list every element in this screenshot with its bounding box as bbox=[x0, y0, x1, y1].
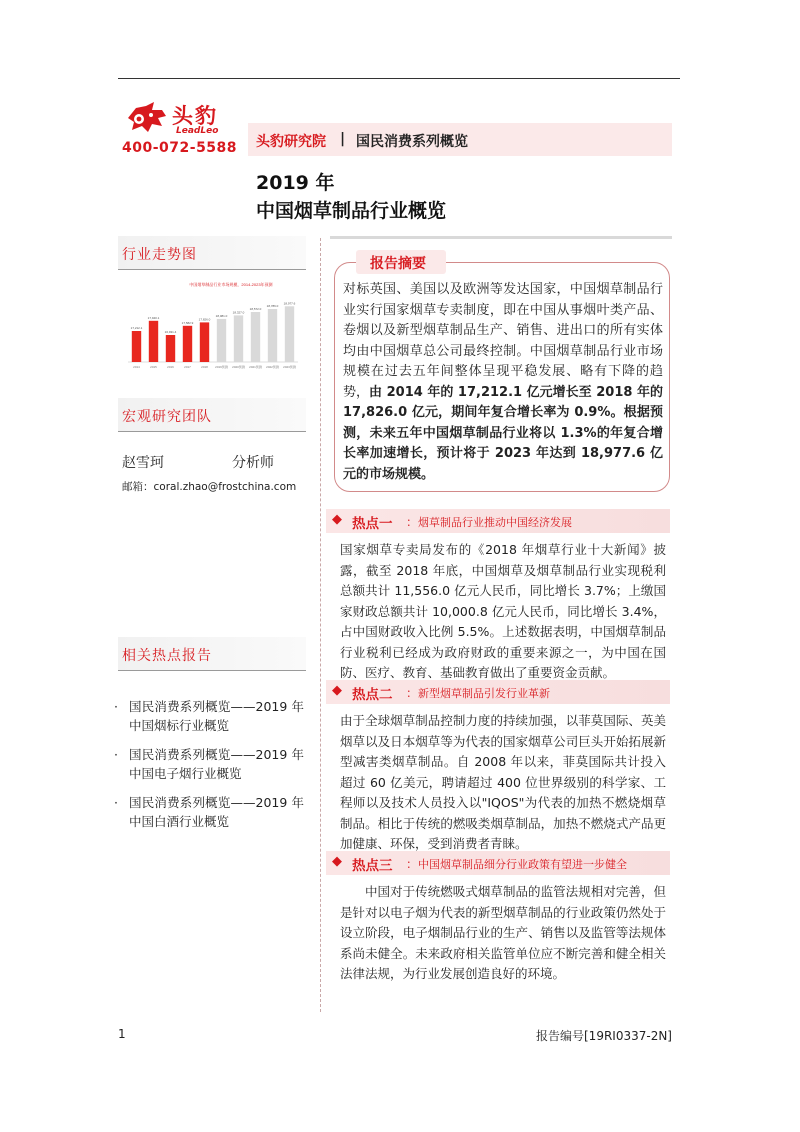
chart-bar bbox=[132, 331, 141, 362]
hotspot-3-subtitle: 中国烟草制品细分行业政策有望进一步健全 bbox=[418, 858, 627, 871]
chart-value-label: 18,977.6 bbox=[283, 301, 296, 306]
report-code: 报告编号[19RI0337-2N] bbox=[536, 1029, 672, 1043]
chart-category-label: 2017 bbox=[184, 365, 191, 369]
report-title: 中国烟草制品行业概览 bbox=[256, 200, 447, 222]
analyst-email[interactable]: 邮箱：coral.zhao@frostchina.com bbox=[122, 481, 297, 493]
hotspot-1-colon: ： bbox=[406, 515, 419, 529]
team-heading: 宏观研究团队 bbox=[122, 409, 212, 425]
diamond-bullet-icon: ◆ bbox=[332, 854, 342, 869]
header-separator: | bbox=[340, 131, 346, 147]
chart-category-label: 2014 bbox=[133, 365, 140, 369]
chart-bar bbox=[217, 319, 226, 362]
related-heading-bar bbox=[118, 637, 306, 671]
hotspot-1-text: 国家烟草专卖局发布的《2018 年烟草行业十大新闻》披露，截至 2018 年底，中国烟草及烟草制品行业实现税利总额共计 11,556.0 亿元人民币，同比增长 3.7%；上缴国家财政总额共计 10,000.8 亿元人民币，同比增长 3.4%，占中国财政收入比例 5.5%。上述数据表明，中国烟草制品行业税利已经成为政府财政的重要来源之一，为中国在国防、医疗、教育、基础教育做出了重要资金贡献。 bbox=[340, 542, 666, 680]
analyst-role: 分析师 bbox=[232, 455, 274, 471]
chart-value-label: 18,081.0 bbox=[215, 313, 228, 318]
series-name: 国民消费系列概览 bbox=[356, 134, 468, 150]
hotspot-2-subtitle: 新型烟草制品引发行业革新 bbox=[418, 687, 550, 700]
chart-value-label: 18,327.0 bbox=[232, 310, 245, 315]
phone-number: 400-072-5588 bbox=[122, 140, 238, 156]
report-year: 2019 年 bbox=[256, 172, 335, 194]
related-report-item[interactable] bbox=[114, 697, 304, 735]
bullet-icon: · bbox=[114, 795, 118, 810]
diamond-bullet-icon: ◆ bbox=[332, 683, 342, 698]
chart-bar bbox=[268, 309, 277, 362]
leadleo-logo bbox=[122, 100, 242, 140]
chart-value-label: 18,572.0 bbox=[249, 307, 262, 311]
chart-value-label: 16,931.4 bbox=[164, 330, 177, 334]
industry-trend-chart bbox=[118, 278, 304, 374]
logo-chinese-text: 头豹 bbox=[172, 104, 218, 128]
related-report-item[interactable] bbox=[114, 745, 304, 783]
chart-category-label: 2018 bbox=[201, 365, 208, 369]
chart-title: 中国烟草制品行业市场规模，2014-2023年预测 bbox=[189, 282, 273, 287]
chart-value-label: 17,940.1 bbox=[147, 315, 160, 320]
summary-text bbox=[343, 280, 663, 485]
chart-bar bbox=[200, 322, 209, 362]
summary-text-bold: 由 2014 年的 17,212.1 亿元增长至 2018 年的 17,826.0 亿元，期间年复合增长率为 0.9%。根据预测，未来五年中国烟草制品行业将以 1.3%的年复合增长率加速增长，预计将于 2023 年达到 18,977.6 亿元的市场规模。 bbox=[343, 384, 663, 482]
chart-category-label: 2019预测 bbox=[215, 365, 228, 369]
chart-category-label: 2021预测 bbox=[249, 365, 262, 369]
hotspot-2-colon: ： bbox=[406, 686, 419, 700]
chart-value-label: 17,582.9 bbox=[181, 320, 194, 325]
hotspot-3-header bbox=[326, 851, 670, 875]
bullet-icon: · bbox=[114, 747, 118, 762]
series-header-band bbox=[248, 123, 672, 156]
related-reports-list bbox=[114, 697, 304, 841]
top-rule bbox=[118, 78, 680, 79]
hotspot-1-label: 热点一 bbox=[352, 516, 393, 532]
trend-heading-bar bbox=[118, 236, 306, 270]
column-divider bbox=[320, 238, 321, 1012]
chart-category-label: 2016 bbox=[167, 365, 174, 369]
summary-text-normal: 对标英国、美国以及欧洲等发达国家，中国烟草制品行业实行国家烟草专卖制度，即在中国从事烟叶类产品、卷烟以及新型烟草制品生产、销售、进出口的所有实体均由中国烟草总公司最终控制。中国烟草制品行业市场规模在过去五年间整体呈现平稳发展、略有下降的趋势， bbox=[343, 282, 663, 400]
chart-bars bbox=[132, 306, 294, 362]
hotspot-3-label: 热点三 bbox=[352, 858, 393, 874]
team-heading-bar bbox=[118, 398, 306, 432]
chart-category-label: 2020预测 bbox=[232, 365, 245, 369]
related-report-item[interactable] bbox=[114, 793, 304, 831]
leopard-logo-icon bbox=[122, 100, 168, 136]
chart-bar bbox=[183, 326, 192, 362]
main-column-rule bbox=[330, 236, 672, 239]
chart-bar bbox=[234, 315, 243, 362]
hotspot-1-header bbox=[326, 509, 670, 533]
chart-bar bbox=[285, 306, 294, 362]
chart-bar bbox=[149, 321, 158, 362]
org-name: 头豹研究院 bbox=[256, 134, 326, 150]
logo-english-text: LeadLeo bbox=[176, 126, 219, 136]
hotspot-2-header bbox=[326, 680, 670, 704]
related-report-title: 国民消费系列概览——2019 年中国电子烟行业概览 bbox=[129, 747, 304, 781]
chart-category-label: 2022预测 bbox=[266, 365, 279, 369]
related-report-title: 国民消费系列概览——2019 年中国白酒行业概览 bbox=[129, 795, 304, 829]
chart-value-label: 17,826.0 bbox=[198, 317, 211, 322]
analyst-name: 赵雪珂 bbox=[122, 455, 164, 471]
chart-value-label: 17,212.1 bbox=[130, 326, 143, 330]
summary-tab-label: 报告摘要 bbox=[370, 256, 426, 272]
hotspot-2-label: 热点二 bbox=[352, 687, 393, 703]
trend-heading: 行业走势图 bbox=[122, 247, 197, 263]
chart-value-label: 18,786.0 bbox=[266, 304, 279, 308]
bullet-icon: · bbox=[114, 699, 118, 714]
chart-category-label: 2023预测 bbox=[283, 365, 296, 369]
diamond-bullet-icon: ◆ bbox=[332, 512, 342, 527]
hotspot-2-text: 由于全球烟草制品控制力度的持续加强，以菲莫国际、英美烟草以及日本烟草等为代表的国家烟草公司巨头开始拓展新型减害类烟草制品。自 2008 年以来，菲莫国际共计投入超过 60 亿美元，聘请超过 400 位世界级别的科学家、工程师以及技术人员投入以"IQOS"为代表的加热不燃烧烟草制品。相比于传统的燃吸类烟草制品，加热不燃烧式产品更加健康、环保，受到消费者青睐。 bbox=[340, 713, 666, 851]
chart-category-label: 2015 bbox=[150, 365, 157, 369]
related-report-title: 国民消费系列概览——2019 年中国烟标行业概览 bbox=[129, 699, 304, 733]
hotspot-1-subtitle: 烟草制品行业推动中国经济发展 bbox=[418, 516, 572, 529]
summary-tab bbox=[356, 250, 446, 274]
hotspot-3-text: 中国对于传统燃吸式烟草制品的监管法规相对完善，但是针对以电子烟为代表的新型烟草制品的行业政策仍然处于设立阶段，电子烟制品行业的生产、销售以及监管等法规体系尚未健全。未来政府相关监管单位应不断完善和健全相关法律法规，为行业发展创造良好的环境。 bbox=[340, 884, 666, 981]
chart-bar bbox=[166, 335, 175, 362]
related-heading: 相关热点报告 bbox=[122, 648, 212, 664]
page-number: 1 bbox=[118, 1027, 126, 1041]
hotspot-3-colon: ： bbox=[406, 857, 419, 871]
chart-bar bbox=[251, 312, 260, 362]
